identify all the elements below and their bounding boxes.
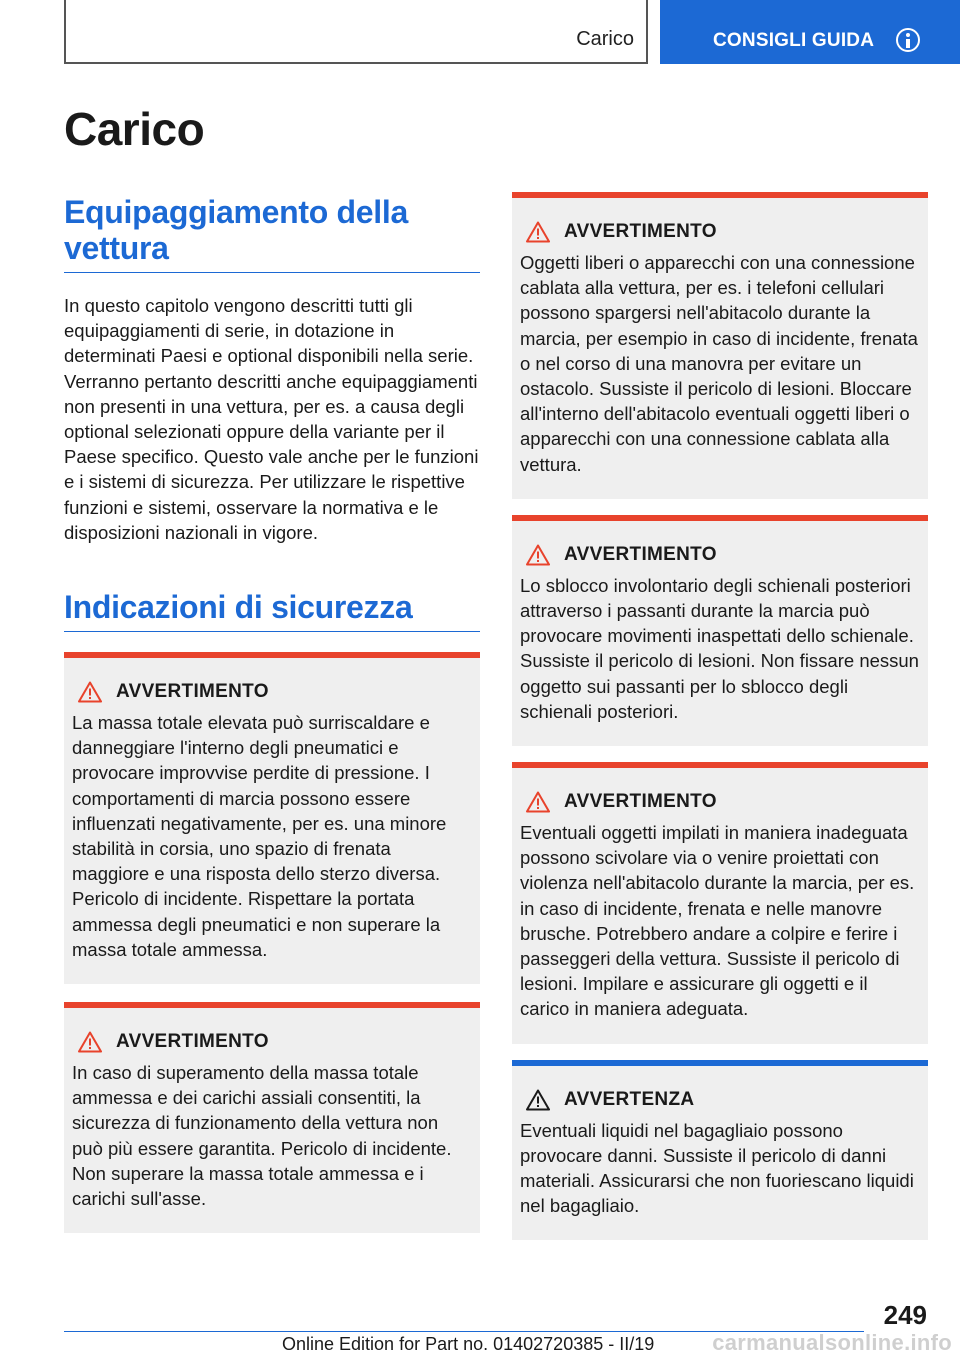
header-tab-consigli-guida[interactable]: [660, 0, 960, 64]
warning-box: [512, 762, 928, 1044]
header-section-label: Carico: [576, 28, 634, 50]
warning-text: Oggetti liberi o apparecchi con una connessione cablata alla vettura, per es. i telefoni cellulari possono spargersi nell'abitacolo durante la marcia, per esempio in caso di incidente, frenata o nel corso di una manovra per evitare un ostacolo. Sussiste il pericolo di lesioni. Bloccare all'interno dell'abitacolo eventuali oggetti liberi o apparecchi con una connessione cablata alla vettura.: [520, 252, 918, 475]
warning-title: AVVERTIMENTO: [116, 681, 269, 703]
info-icon[interactable]: [896, 28, 920, 52]
warning-triangle-icon: [526, 1089, 550, 1111]
heading-equipaggiamento: Equipaggiamento della vettura: [64, 192, 480, 273]
warning-text: Eventuali oggetti impilati in maniera inadeguata possono scivolare via o venire proiettati con violenza nell'abitacolo durante la marcia, per es. in caso di incidente, frenata e nelle manovre brusche. Potrebbero andare a colpire e ferire i passeggeri della vettura. Sussiste il pericolo di lesioni. Impilare e assicurare gli oggetti e il carico in maniera adeguata.: [520, 822, 915, 1020]
notice-title: AVVERTENZA: [564, 1088, 695, 1110]
warning-triangle-icon: [78, 1031, 102, 1053]
warning-box: [512, 515, 928, 746]
warning-triangle-icon: [526, 221, 550, 243]
header-section-box: [64, 0, 648, 64]
page-title: Carico: [64, 103, 205, 155]
warning-text: Lo sblocco involontario degli schienali posteriori attraverso i passanti durante la marcia può provocare movimenti inaspettati dello schienale. Sussiste il pericolo di lesioni. Non fissare nessun oggetto sui passanti per lo sblocco degli schienali posteriori.: [520, 574, 919, 722]
intro-paragraph: In questo capitolo vengono descritti tutti gli equipaggiamenti di serie, in dotazione in determinati Paesi e optional disponibili nella serie. Verranno pertanto descritti anche equipaggiamenti non presenti in una vettura, per es. a causa degli optional selezionati oppure della variante per il Paese specifico. Questo vale anche per le funzioni e i sistemi di sicurezza. Per utilizzare le rispettive funzioni e sistemi, osservare la normativa e le disposizioni nazionali in vigore.: [64, 295, 479, 543]
warning-title: AVVERTIMENTO: [564, 543, 717, 565]
warning-title: AVVERTIMENTO: [564, 221, 717, 242]
right-column: [512, 192, 928, 1240]
notice-text: Eventuali liquidi nel bagagliaio possono provocare danni. Sussiste il pericolo di danni materiali. Assicurarsi che non fuoriescano liquidi nel bagagliaio.: [520, 1119, 914, 1217]
left-column: [64, 192, 480, 1233]
header-tab-label: CONSIGLI GUIDA: [713, 30, 875, 51]
page-number: 249: [883, 1300, 927, 1330]
warning-triangle-icon: [526, 791, 550, 813]
footer-edition: Online Edition for Part no. 01402720385 - II/19: [282, 1334, 655, 1354]
notice-box: [512, 1060, 928, 1241]
warning-title: AVVERTIMENTO: [116, 1031, 269, 1053]
warning-text: La massa totale elevata può surriscaldare e danneggiare l'interno degli pneumatici e provocare improvvise perdite di pressione. I comportamenti di marcia possono essere influenzati negativamente, per es. una minore stabilità in corsia, uno spazio di frenata maggiore e una risposta dello sterzo diversa. Pericolo di incidente. Rispettare la portata ammessa degli pneumatici e non superare la massa totale ammessa.: [72, 712, 447, 960]
warning-triangle-icon: [78, 681, 102, 703]
warning-triangle-icon: [526, 544, 550, 566]
warning-box: [512, 192, 928, 499]
warning-text: In caso di superamento della massa totale ammessa e dei carichi assiali consentiti, la sicurezza di funzionamento della vettura non può più essere garantita. Pericolo di incidente. Non superare la massa totale ammessa e i carichi sull'asse.: [72, 1062, 452, 1210]
heading-indicazioni-sicurezza: Indicazioni di sicurezza: [64, 589, 480, 632]
footer-watermark: carmanualsonline.info: [712, 1330, 952, 1355]
warning-box: [64, 652, 480, 984]
warning-box: [64, 1002, 480, 1233]
warning-title: AVVERTIMENTO: [564, 791, 717, 813]
